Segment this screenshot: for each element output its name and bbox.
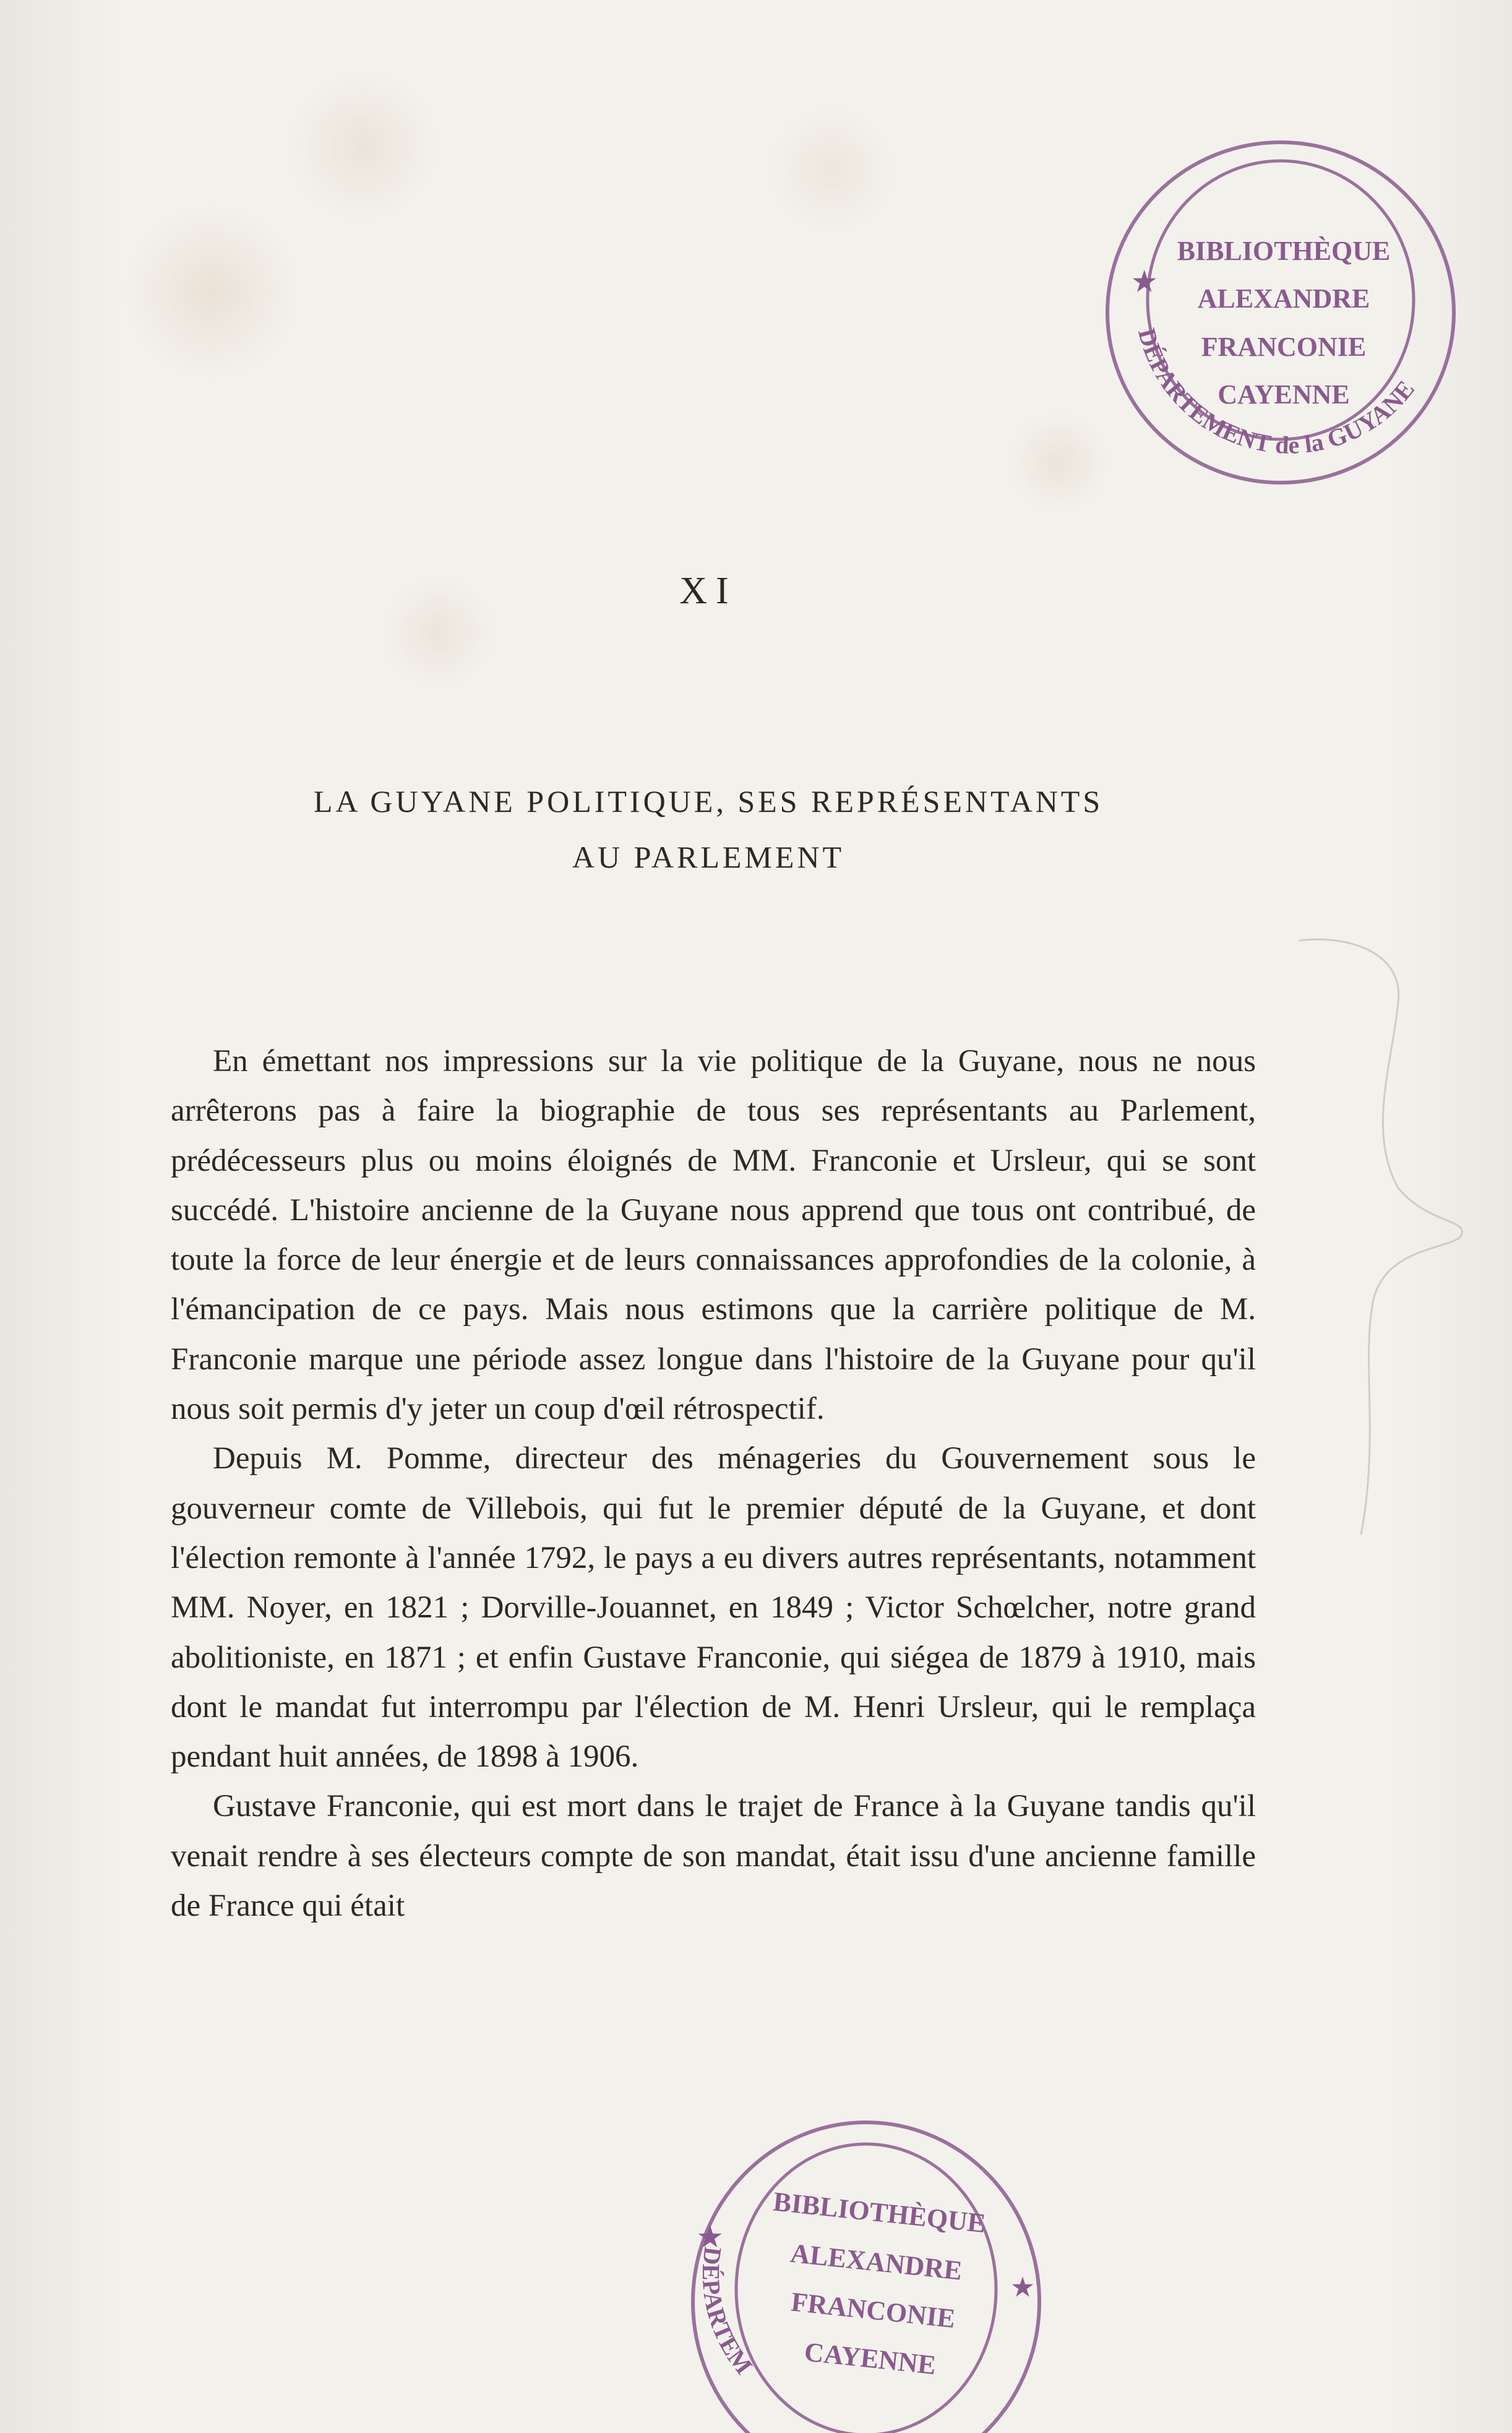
star-icon: ★ <box>1132 267 1157 297</box>
stamp-ring-path: DÉPARTEMENT de la GUYANE <box>1132 325 1420 459</box>
star-icon: ★ <box>1012 2273 1034 2301</box>
stamp-line-4: CAYENNE <box>1218 379 1350 410</box>
stamp-line-2: ALEXANDRE <box>1197 283 1370 314</box>
stamp-ring-path: DÉPARTEM <box>697 2245 758 2380</box>
chapter-title-line-1: LA GUYANE POLITIQUE, SES REPRÉSENTANTS <box>313 784 1104 819</box>
library-stamp-top <box>1095 127 1466 510</box>
stamp-line-3: FRANCONIE <box>1201 332 1367 362</box>
chapter-title <box>235 773 1182 885</box>
pencil-mark <box>1274 928 1479 1547</box>
stamp-line-2: ALEXANDRE <box>789 2237 964 2286</box>
chapter-title-line-2: AU PARLEMENT <box>572 840 845 874</box>
stamp-line-3: FRANCONIE <box>789 2286 957 2334</box>
star-icon: ★ <box>698 2222 723 2252</box>
stamp-line-1: BIBLIOTHÈQUE <box>771 2186 987 2239</box>
paragraph-2: Depuis M. Pomme, directeur des ménageries du Gouvernement sous le gouverneur comte de Villebois, qui fut le premier député de la Guyane, et dont l'élection remonte à l'année 1792, le pays a eu divers autres représentants, notamment MM. Noyer, en 1821 ; Dorville-Jouannet, en 1849 ; Victor Schœlcher, notre grand abolitioniste, en 1871 ; et enfin Gustave Franconie, qui siégea de 1879 à 1910, mais dont le mandat fut interrompu par l'élection de M. Henri Ursleur, qui le remplaça pendant huit années, de 1898 à 1906. <box>171 1441 1256 1775</box>
paragraph-1: En émettant nos impressions sur la vie politique de la Guyane, nous ne nous arrêterons pas à faire la biographie de tous ses représentants au Parlement, prédécesseurs plus ou moins éloignés de MM. Franconie et Ursleur, qui se sont succédé. L'histoire ancienne de la Guyane nous apprend que tous ont contribué, de toute la force de leur énergie et de leurs connaissances approfondies de la colonie, à l'émancipation de ce pays. Mais nous estimons que la carrière politique de M. Franconie marque une période assez longue dans l'histoire de la Guyane pour qu'il nous soit permis d'y jeter un coup d'œil rétrospectif. <box>171 1044 1256 1427</box>
body-text <box>171 1036 1256 1931</box>
chapter-number: XI <box>679 570 737 612</box>
stamp-line-4: CAYENNE <box>802 2336 938 2381</box>
stamp-ring-text <box>697 2246 758 2379</box>
library-stamp-bottom <box>681 2098 1052 2433</box>
stamp-line-1: BIBLIOTHÈQUE <box>1177 236 1391 266</box>
paragraph-3: Gustave Franconie, qui est mort dans le trajet de France à la Guyane tandis qu'il venait rendre à ses électeurs compte de son mandat, était issu d'une ancienne famille de France qui était <box>171 1789 1256 1924</box>
